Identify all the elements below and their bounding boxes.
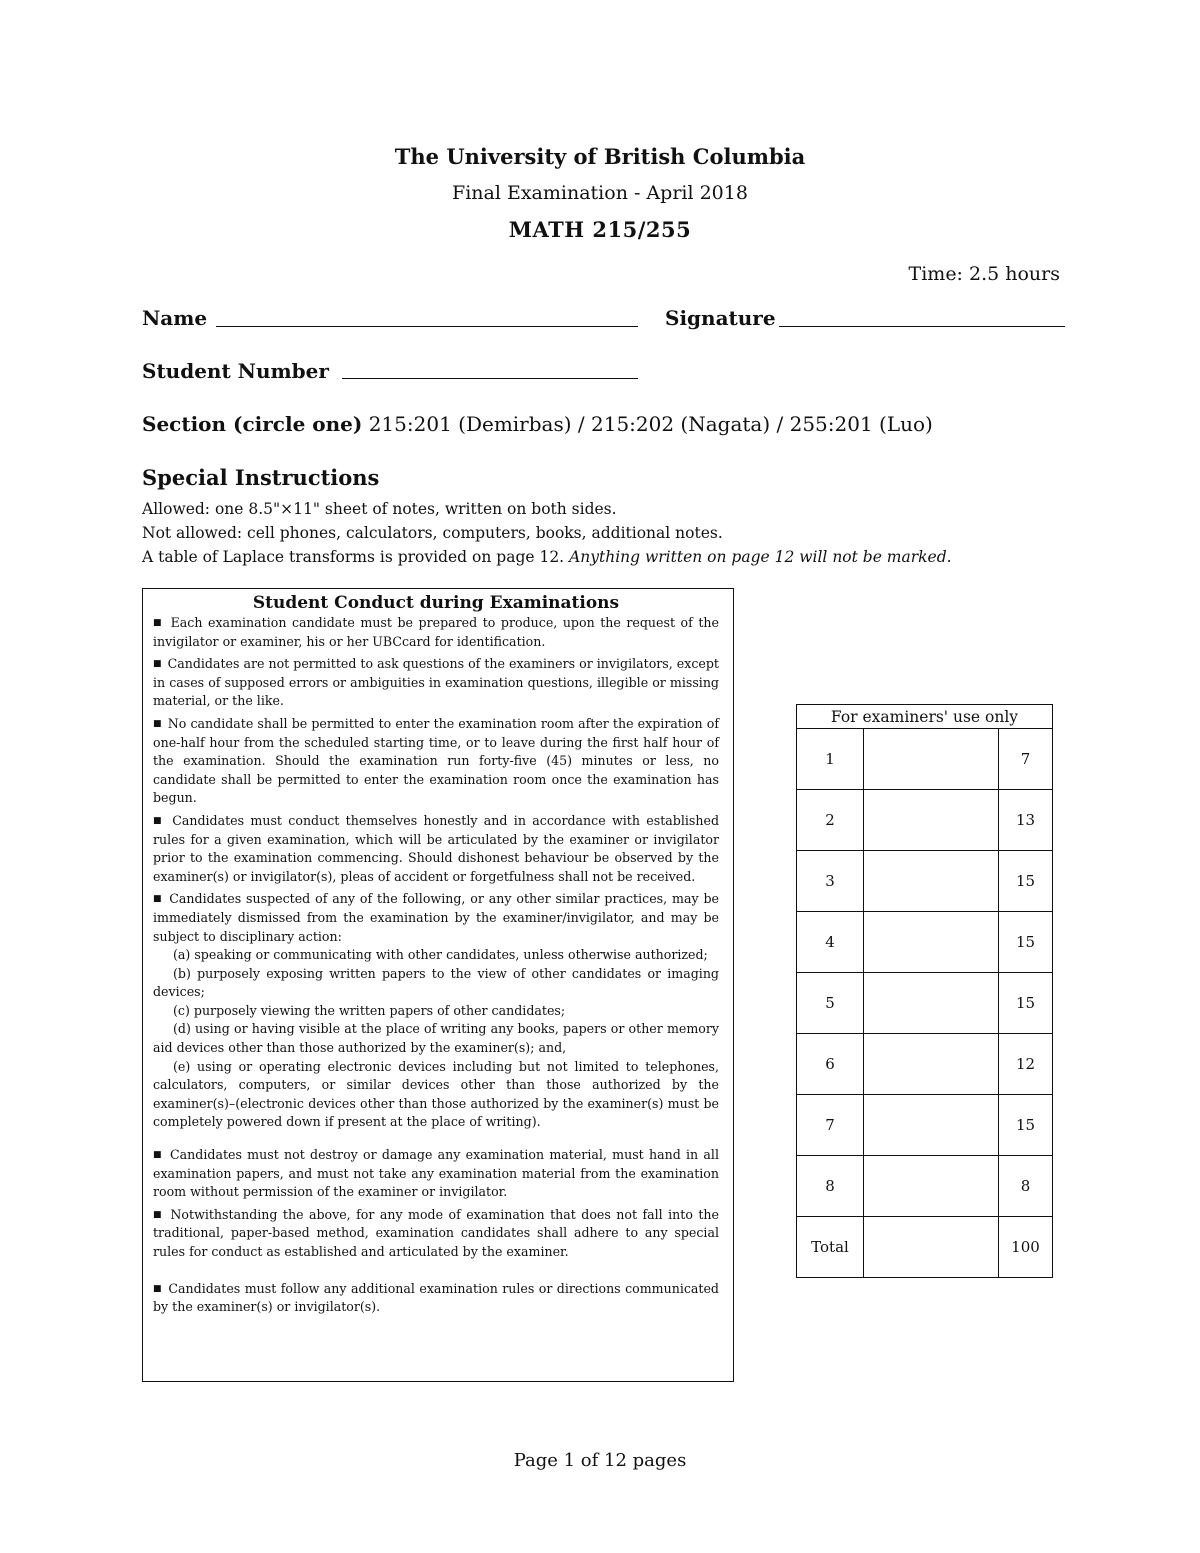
question-number: 6 <box>797 1034 864 1095</box>
question-number: 2 <box>797 790 864 851</box>
laplace-text: A table of Laplace transforms is provided on page 12. <box>142 548 565 566</box>
total-score-cell[interactable] <box>864 1217 999 1278</box>
table-row <box>797 1156 1053 1217</box>
conduct-subitem: (e) using or operating electronic devices including but not limited to telephones, calculators, computers, or similar devices other than those authorized by the examiner(s)–(electronic devices other than those authorized by the examiner(s) must be completely powered down if present at the place of writing). <box>153 1058 719 1130</box>
bullet-icon: ■ <box>153 659 162 670</box>
max-points: 7 <box>999 729 1053 790</box>
section-options[interactable]: 215:201 (Demirbas) / 215:202 (Nagata) / 255:201 (Luo) <box>368 412 933 436</box>
table-row <box>797 1095 1053 1156</box>
max-points: 12 <box>999 1034 1053 1095</box>
table-row <box>797 1034 1053 1095</box>
conduct-subitem: (a) speaking or communicating with other candidates, unless otherwise authorized; <box>173 947 708 963</box>
course-code: MATH 215/255 <box>508 217 692 242</box>
name-label: Name <box>142 306 208 330</box>
score-cell[interactable] <box>864 912 999 973</box>
exam-time: Time: 2.5 hours <box>908 263 1060 285</box>
not-allowed-instruction: Not allowed: cell phones, calculators, computers, books, additional notes. <box>142 524 723 542</box>
signature-label: Signature <box>665 306 776 330</box>
total-label: Total <box>797 1217 864 1278</box>
max-points: 15 <box>999 851 1053 912</box>
conduct-title: Student Conduct during Examinations <box>252 593 620 613</box>
table-row <box>797 973 1053 1034</box>
score-cell[interactable] <box>864 1156 999 1217</box>
score-cell[interactable] <box>864 851 999 912</box>
score-cell[interactable] <box>864 1095 999 1156</box>
examiner-score-table <box>796 704 1053 1278</box>
allowed-instruction: Allowed: one 8.5"×11" sheet of notes, written on both sides. <box>142 500 617 518</box>
max-points: 15 <box>999 973 1053 1034</box>
bullet-icon: ■ <box>153 1283 162 1294</box>
conduct-rule: ■ Candidates must follow any additional examination rules or directions communicated by the examiner(s) or invigilator(s). <box>153 1280 719 1315</box>
question-number: 5 <box>797 973 864 1034</box>
student-number-label: Student Number <box>142 359 329 383</box>
table-row <box>797 729 1053 790</box>
conduct-rule: ■ Notwithstanding the above, for any mode of examination that does not fall into the traditional, paper-based method, examination candidates shall adhere to any special rules for conduct as established and articulated by the examiner. <box>153 1206 719 1259</box>
question-number: 8 <box>797 1156 864 1217</box>
conduct-rule: ■ Candidates suspected of any of the following, or any other similar practices, may be immediately dismissed from the examination by the examiner/invigilator, and may be subject to disciplinary action: <box>153 891 719 944</box>
bullet-icon: ■ <box>153 718 162 729</box>
conduct-subitem: (d) using or having visible at the place of writing any books, papers or other memory aid devices other than those authorized by the examiner(s); and, <box>153 1021 719 1056</box>
conduct-rule: ■ No candidate shall be permitted to enter the examination room after the expiration of one-half hour from the scheduled starting time, or to leave during the first half hour of the examination. Should the examination run forty-five (45) minutes or less, no candidate shall be permitted to enter the examination room once the examination has begun. <box>153 715 719 806</box>
question-number: 4 <box>797 912 864 973</box>
question-number: 1 <box>797 729 864 790</box>
conduct-rule: ■ Candidates are not permitted to ask questions of the examiners or invigilators, except in cases of supposed errors or ambiguities in examination questions, illegible or missing material, or the like. <box>153 656 719 709</box>
table-row <box>797 912 1053 973</box>
signature-field[interactable] <box>779 326 1065 327</box>
exam-subtitle: Final Examination - April 2018 <box>452 182 748 204</box>
max-points: 13 <box>999 790 1053 851</box>
bullet-icon: ■ <box>153 1209 163 1220</box>
score-cell[interactable] <box>864 973 999 1034</box>
university-title: The University of British Columbia <box>394 144 806 169</box>
table-row <box>797 851 1053 912</box>
question-number: 3 <box>797 851 864 912</box>
student-number-field[interactable] <box>342 378 638 379</box>
score-cell[interactable] <box>864 729 999 790</box>
bullet-icon: ■ <box>153 618 164 628</box>
name-field[interactable] <box>216 326 638 327</box>
score-table-header: For examiners' use only <box>797 705 1053 729</box>
laplace-instruction <box>142 548 952 566</box>
max-points: 15 <box>999 912 1053 973</box>
total-points: 100 <box>999 1217 1053 1278</box>
conduct-subitem: (c) purposely viewing the written papers of other candidates; <box>173 1002 566 1018</box>
section-selector[interactable] <box>142 412 933 436</box>
conduct-rule: ■ Candidates must conduct themselves honestly and in accordance with established rules for a given examination, which will be articulated by the examiner or invigilator prior to the examination commencing. Should dishonest behaviour be observed by the examiner(s) or invigilator(s), pleas of accident or forgetfulness shall not be received. <box>153 812 720 884</box>
conduct-rule: ■ Each examination candidate must be prepared to produce, upon the request of the invigilator or examiner, his or her UBCcard for identification. <box>153 615 719 649</box>
score-cell[interactable] <box>864 790 999 851</box>
page-footer: Page 1 of 12 pages <box>513 1450 687 1471</box>
table-row <box>797 1217 1053 1278</box>
student-conduct-box <box>142 588 734 1382</box>
special-instructions-heading: Special Instructions <box>142 465 380 490</box>
question-number: 7 <box>797 1095 864 1156</box>
max-points: 15 <box>999 1095 1053 1156</box>
bullet-icon: ■ <box>153 1150 163 1161</box>
bullet-icon: ■ <box>153 894 163 905</box>
table-row <box>797 790 1053 851</box>
bullet-icon: ■ <box>153 815 164 826</box>
score-cell[interactable] <box>864 1034 999 1095</box>
section-label: Section (circle one) <box>142 412 363 436</box>
laplace-note: Anything written on page 12 will not be marked. <box>569 548 952 566</box>
conduct-rule: ■ Candidates must not destroy or damage any examination material, must hand in all examination papers, and must not take any examination material from the examination room without permission of the examiner or invigilator. <box>153 1147 719 1200</box>
max-points: 8 <box>999 1156 1053 1217</box>
conduct-subitem: (b) purposely exposing written papers to the view of other candidates or imaging devices; <box>153 965 719 1000</box>
